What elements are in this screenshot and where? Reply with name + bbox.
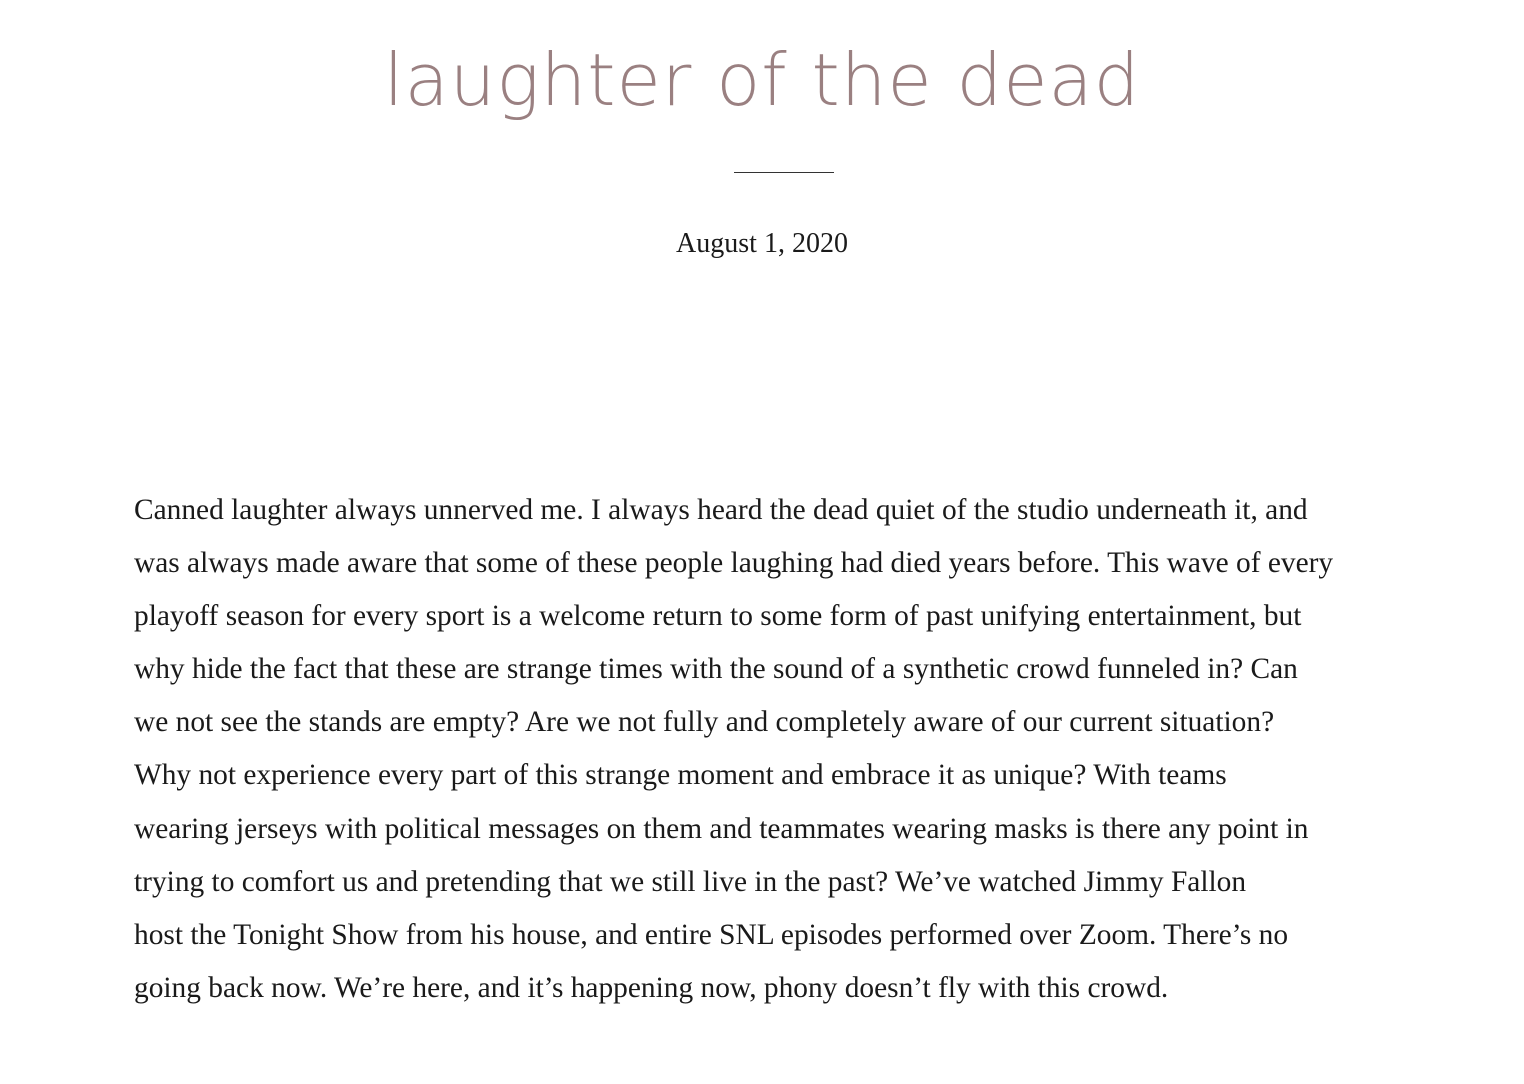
title-divider (734, 172, 834, 173)
body-line: was always made aware that some of these people laughing had died years before. This wave of every (134, 547, 1334, 580)
body-line: trying to comfort us and pretending that we still live in the past? We’ve watched Jimmy Fallon (134, 865, 1247, 898)
body-line: Why not experience every part of this strange moment and embrace it as unique? With teams (134, 759, 1227, 792)
body-line: going back now. We’re here, and it’s happening now, phony doesn’t fly with this crowd. (134, 971, 1169, 1004)
body-line: host the Tonight Show from his house, and entire SNL episodes performed over Zoom. There’s no (134, 918, 1289, 951)
body-line: Canned laughter always unnerved me. I always heard the dead quiet of the studio underneath it, and (134, 494, 1308, 526)
body-line: we not see the stands are empty? Are we not fully and completely aware of our current situation? (134, 706, 1275, 739)
body-line: wearing jerseys with political messages on them and teammates wearing masks is there any point in (134, 812, 1309, 845)
post-title: laughter of the dead (383, 38, 1141, 122)
body-line: playoff season for every sport is a welcome return to some form of past unifying entertainment, but (134, 600, 1302, 633)
post-body (134, 484, 1444, 1015)
post-date: August 1, 2020 (676, 228, 848, 259)
body-line: why hide the fact that these are strange times with the sound of a synthetic crowd funneled in? Can (134, 653, 1298, 686)
